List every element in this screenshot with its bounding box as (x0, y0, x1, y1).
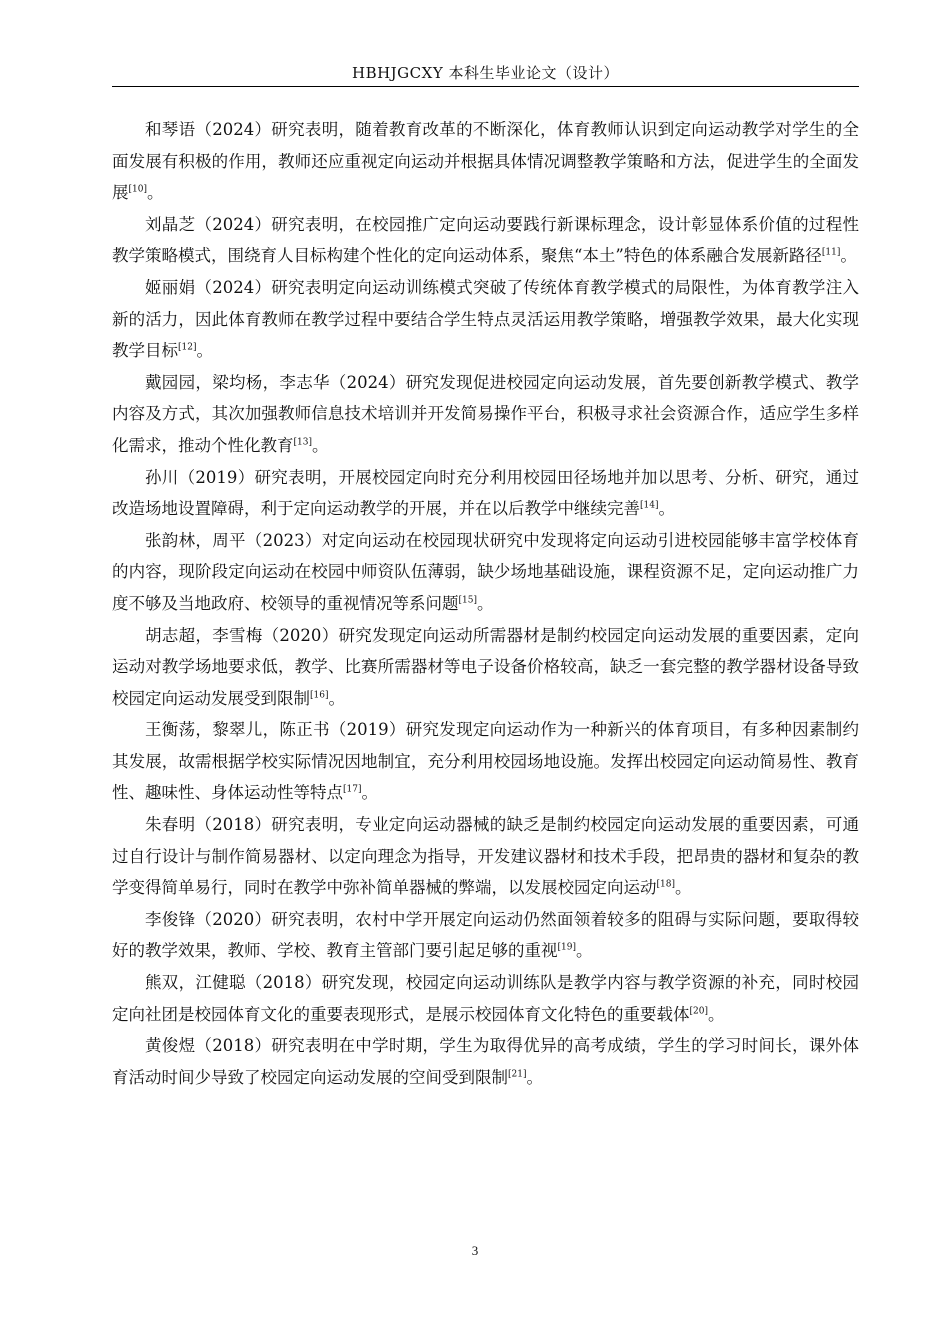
citation: [10] (128, 184, 147, 195)
paragraph-text: 王衡荡，黎翠儿，陈正书（2019）研究发现定向运动作为一种新兴的体育项目，有多种因素制约其发展，故需根据学校实际情况因地制宜，充分利用校园场地设施。发挥出校园定向运动简易性、教育性、趣味性、身体运动性等特点 (112, 720, 859, 803)
citation: [14] (640, 500, 659, 511)
paragraph-end: 。 (707, 1004, 725, 1024)
paragraph-end: 。 (311, 435, 329, 455)
paragraph (112, 1030, 859, 1093)
paragraph (112, 904, 859, 967)
paragraph-end: 。 (575, 941, 593, 961)
paragraph-text: 姬丽娟（2024）研究表明定向运动训练模式突破了传统体育教学模式的局限性，为体育教学注入新的活力，因此体育教师在教学过程中要结合学生特点灵活运用教学策略，增强教学效果，最大化实现教学目标 (112, 277, 859, 361)
paragraph-end: 。 (526, 1067, 543, 1087)
citation: [19] (557, 942, 576, 953)
paragraph (112, 809, 859, 904)
paragraph (112, 620, 859, 715)
citation: [21] (508, 1069, 527, 1080)
paragraph (112, 967, 859, 1030)
paragraph-text: 黄俊煜（2018）研究表明在中学时期，学生为取得优异的高考成绩，学生的学习时间长，课外体育活动时间少导致了校园定向运动发展的空间受到限制 (112, 1036, 859, 1087)
paragraph (112, 272, 859, 367)
paragraph (112, 209, 859, 272)
paragraph-end: 。 (840, 246, 857, 266)
paragraph-text: 李俊锋（2020）研究表明，农村中学开展定向运动仍然面领着较多的阻碍与实际问题，要取得较好的教学效果，教师、学校、教育主管部门要引起足够的重视 (112, 909, 859, 961)
paragraph-text: 刘晶芝（2024）研究表明，在校园推广定向运动要践行新课标理念，设计彰显体系价值的过程性教学策略模式，围绕育人目标构建个性化的定向运动体系，聚焦“本土”特色的体系融合发展新路径 (112, 214, 859, 266)
citation: [11] (821, 247, 841, 258)
paragraph-text: 朱春明（2018）研究表明，专业定向运动器械的缺乏是制约校园定向运动发展的重要因素，可通过自行设计与制作简易器材、以定向理念为指导，开发建议器材和技术手段，把昂贵的器材和复杂的教学变得简单易行，同时在教学中弥补简单器械的弊端，以发展校园定向运动 (112, 815, 859, 898)
paragraph-text: 张韵林，周平（2023）对定向运动在校园现状研究中发现将定向运动引进校园能够丰富学校体育的内容，现阶段定向运动在校园中师资队伍薄弱，缺少场地基础设施，课程资源不足，定向运动推广力度不够及当地政府、校领导的重视情况等系问题 (112, 530, 859, 613)
citation: [20] (689, 1006, 708, 1017)
paragraph (112, 714, 859, 809)
citation: [13] (293, 437, 312, 448)
paragraph-end: 。 (476, 593, 494, 613)
paragraph (112, 367, 859, 462)
paragraph (112, 114, 859, 209)
header-rule (112, 86, 859, 87)
paragraph-text: 和琴语（2024）研究表明，随着教育改革的不断深化，体育教师认识到定向运动教学对学生的全面发展有积极的作用，教师还应重视定向运动并根据具体情况调整教学策略和方法，促进学生的全面发展 (112, 120, 859, 203)
paragraph-end: 。 (328, 688, 345, 708)
paragraph-text: 熊双，江健聪（2018）研究发现，校园定向运动训练队是教学内容与教学资源的补充，同时校园定向社团是校园体育文化的重要表现形式，是展示校园体育文化特色的重要载体 (112, 973, 859, 1024)
paragraph-end: 。 (658, 499, 675, 519)
paragraph-end: 。 (361, 783, 378, 803)
paragraph-end: 。 (196, 341, 213, 361)
paragraph-end: 。 (674, 878, 692, 898)
running-header: HBHJGCXY 本科生毕业论文（设计） (351, 64, 619, 82)
citation: [17] (343, 784, 362, 795)
paragraph-end: 。 (146, 183, 164, 203)
paragraph (112, 462, 859, 525)
paragraph (112, 525, 859, 620)
document-body (112, 114, 859, 1093)
paragraph-text: 胡志超，李雪梅（2020）研究发现定向运动所需器材是制约校园定向运动发展的重要因素，定向运动对教学场地要求低，教学、比赛所需器材等电子设备价格较高，缺乏一套完整的教学器材设备导致校园定向运动发展受到限制 (112, 625, 859, 708)
citation: [16] (310, 690, 329, 701)
paragraph-text: 孙川（2019）研究表明，开展校园定向时充分利用校园田径场地并加以思考、分析、研究，通过改造场地设置障碍，利于定向运动教学的开展，并在以后教学中继续完善 (112, 467, 859, 519)
paragraph-text: 戴园园，梁均杨，李志华（2024）研究发现促进校园定向运动发展，首先要创新教学模式、教学内容及方式，其次加强教师信息技术培训并开发简易操作平台，积极寻求社会资源合作，适应学生多样化需求，推动个性化教育 (112, 372, 859, 455)
citation: [15] (458, 595, 477, 606)
citation: [18] (656, 879, 675, 890)
citation: [12] (178, 342, 197, 353)
page-number: 3 (471, 1243, 479, 1258)
